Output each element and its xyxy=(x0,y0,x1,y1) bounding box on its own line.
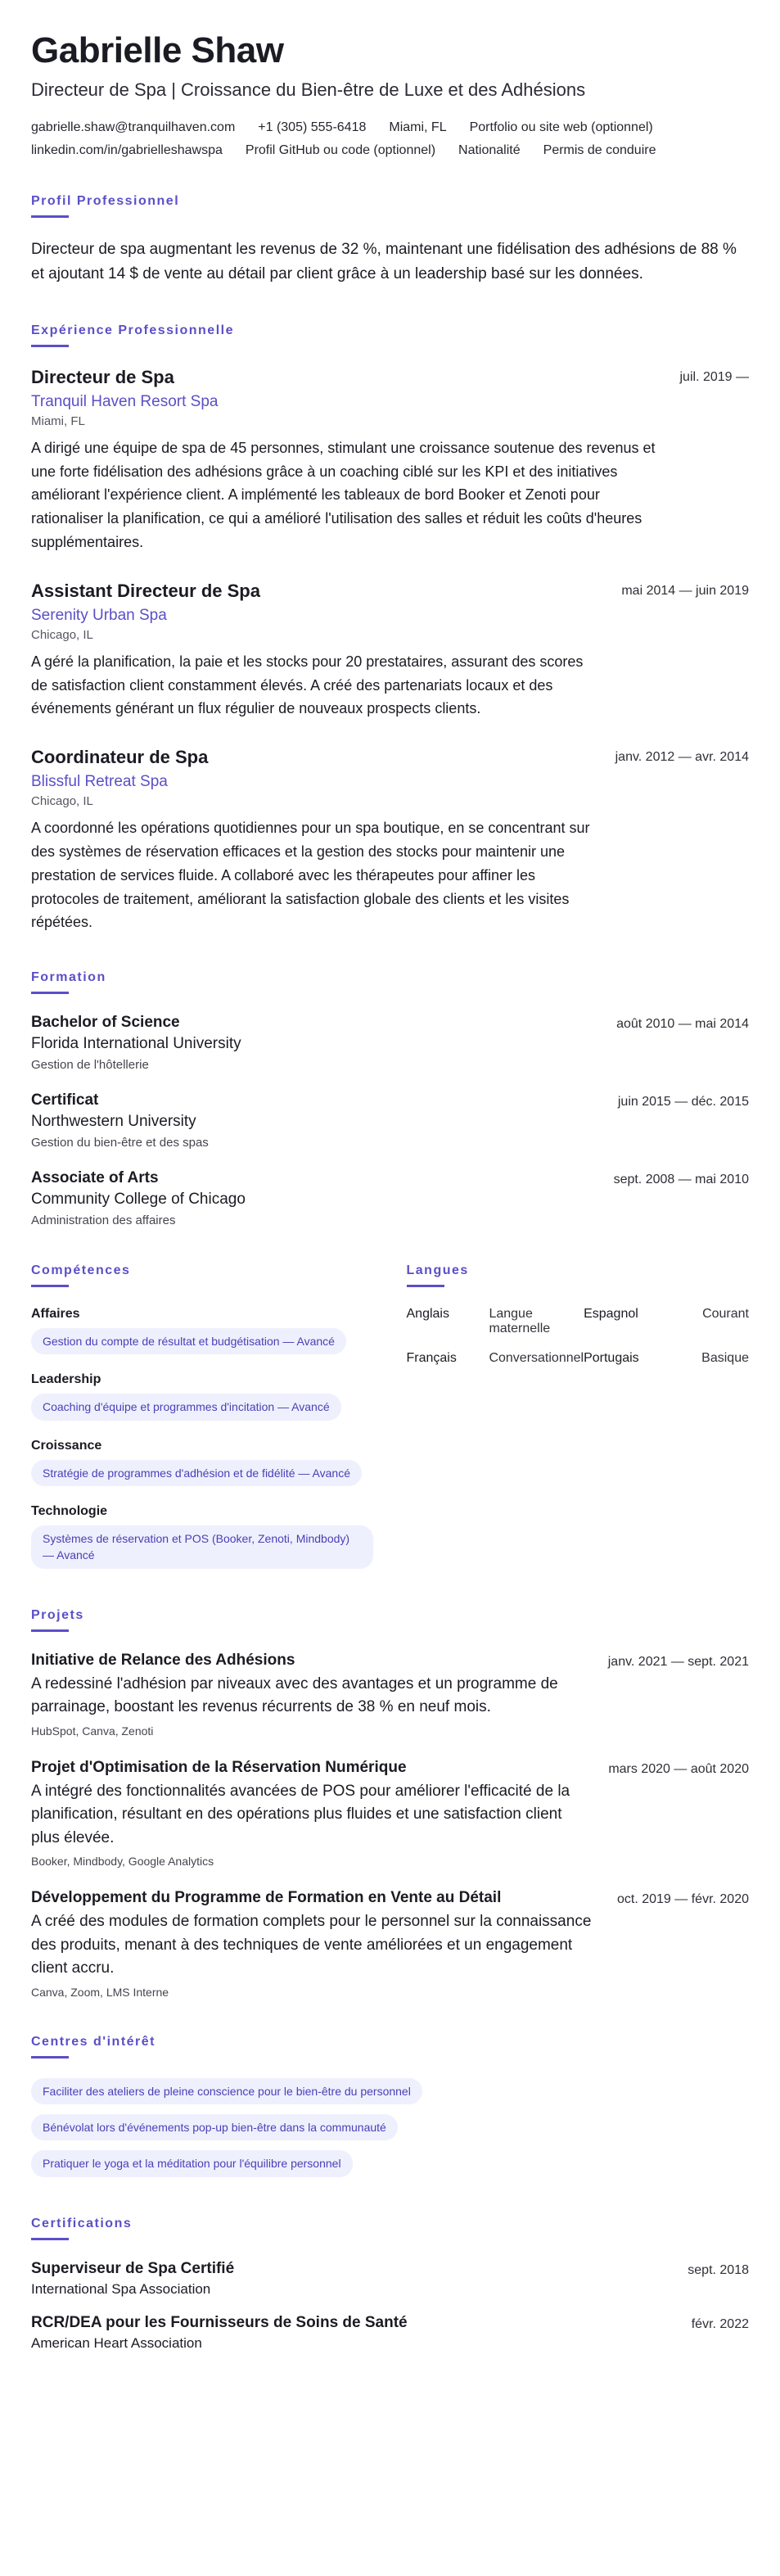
company-name: Blissful Retreat Spa xyxy=(31,773,168,791)
project-item xyxy=(31,1889,749,1999)
project-tools: HubSpot, Canva, Zenoti xyxy=(31,1724,154,1738)
education-dates: sept. 2008 — mai 2010 xyxy=(613,1173,749,1187)
company-name: Serenity Urban Spa xyxy=(31,606,167,624)
education-item xyxy=(31,1169,749,1227)
contact-github[interactable]: Profil GitHub ou code (optionnel) xyxy=(245,142,436,157)
job-location: Miami, FL xyxy=(31,414,85,428)
certifications-section xyxy=(31,2217,749,2352)
field-of-study: Administration des affaires xyxy=(31,1213,176,1228)
contact-phone[interactable]: +1 (305) 555-6418 xyxy=(258,120,367,134)
project-dates: oct. 2019 — févr. 2020 xyxy=(617,1892,749,1907)
language-name: Portugais xyxy=(584,1351,639,1366)
education-item xyxy=(31,1014,749,1072)
experience-item xyxy=(31,747,749,934)
job-description: A dirigé une équipe de spa de 45 personnes, stimulant une croissance soutenue des revenus et une forte fidélisation des adhésions grâce à un coaching ciblé sur les KPI et des initiatives améliorant l'expérience client. A implémenté les tableaux de bord Booker et Zenoti pour rationaliser la planification, ce qui a amélioré l'utilisation des salles et réduit les coûts d'heures supplémentaires. xyxy=(31,439,656,550)
section-divider xyxy=(31,2056,69,2059)
project-item xyxy=(31,1652,749,1738)
language-name: Anglais xyxy=(406,1307,449,1322)
job-location: Chicago, IL xyxy=(31,627,93,642)
section-title: Expérience Professionnelle xyxy=(31,323,234,337)
project-tools: Canva, Zoom, LMS Interne xyxy=(31,1985,169,1999)
contact-linkedin[interactable]: linkedin.com/in/gabrielleshawspa xyxy=(31,142,223,157)
degree-title: Bachelor of Science xyxy=(31,1014,180,1032)
projects-section xyxy=(31,1608,749,1999)
section-divider xyxy=(31,2238,69,2240)
candidate-name: Gabrielle Shaw xyxy=(31,30,284,70)
skill-chip: Systèmes de réservation et POS (Booker, Zenoti, Mindbody) — Avancé xyxy=(31,1525,373,1569)
certification-date: sept. 2018 xyxy=(688,2262,749,2277)
project-title: Développement du Programme de Formation en Vente au Détail xyxy=(31,1889,502,1907)
section-divider xyxy=(407,1285,444,1287)
language-level: Basique xyxy=(701,1351,749,1366)
education-dates: août 2010 — mai 2014 xyxy=(616,1017,749,1032)
language-name: Français xyxy=(406,1351,457,1366)
skills-section xyxy=(31,1263,374,1571)
field-of-study: Gestion du bien-être et des spas xyxy=(31,1136,209,1150)
job-location: Chicago, IL xyxy=(31,794,93,809)
project-title: Initiative de Relance des Adhésions xyxy=(31,1651,295,1669)
skill-chip: Coaching d'équipe et programmes d'incitation — Avancé xyxy=(31,1394,341,1420)
summary-text: Directeur de spa augmentant les revenus de 32 %, maintenant une fidélisation des adhésions de 88 % et ajoutant 14 $ de vente au détail par client grâce à un leadership basé sur les données. xyxy=(31,240,737,283)
section-title: Formation xyxy=(31,970,106,985)
languages-section xyxy=(407,1263,750,1571)
skill-chip: Stratégie de programmes d'adhésion et de fidélité — Avancé xyxy=(31,1460,362,1486)
section-title: Certifications xyxy=(31,2216,133,2230)
candidate-headline: Directeur de Spa | Croissance du Bien-être de Luxe et des Adhésions xyxy=(31,79,586,101)
skill-category: Croissance xyxy=(31,1438,102,1453)
project-description: A redessiné l'adhésion par niveaux avec des avantages et un programme de parrainage, boostant les revenus récurrents de 38 % en neuf mois. xyxy=(31,1674,558,1716)
interest-chip: Faciliter des ateliers de pleine conscience pour le bien-être du personnel xyxy=(31,2078,422,2104)
experience-item xyxy=(31,581,749,721)
job-title: Coordinateur de Spa xyxy=(31,747,209,768)
certification-issuer: American Heart Association xyxy=(31,2334,202,2351)
language-name: Espagnol xyxy=(584,1307,638,1322)
certification-item xyxy=(31,2314,749,2352)
section-divider xyxy=(31,215,69,218)
certification-item xyxy=(31,2260,749,2298)
language-level: Langue maternelle xyxy=(489,1307,551,1336)
section-divider xyxy=(31,345,69,347)
language-level: Courant xyxy=(702,1307,749,1322)
school-name: Northwestern University xyxy=(31,1113,196,1131)
interests-section xyxy=(31,2035,749,2181)
job-dates: mai 2014 — juin 2019 xyxy=(621,583,749,598)
project-tools: Booker, Mindbody, Google Analytics xyxy=(31,1855,214,1869)
contact-email[interactable]: gabrielle.shaw@tranquilhaven.com xyxy=(31,120,236,134)
job-description: A géré la planification, la paie et les stocks pour 20 prestataires, assurant des scores de satisfaction client constamment élevés. A créé des partenariats locaux et des événements générant un flux régulier de nouveaux prospects clients. xyxy=(31,653,584,717)
summary-section xyxy=(31,194,749,287)
job-description: A coordonné les opérations quotidiennes pour un spa boutique, en se concentrant sur des systèmes de réservation efficaces et la gestion des stocks pour maintenir une prestation de services fluide. A collaboré avec les thérapeutes pour affiner les protocoles de traitement, améliorant la satisfaction globale des clients et les visites répétées. xyxy=(31,820,590,931)
contact-portfolio[interactable]: Portfolio ou site web (optionnel) xyxy=(469,120,653,134)
section-title: Langues xyxy=(406,1263,469,1278)
skill-category: Leadership xyxy=(31,1372,101,1387)
project-description: A intégré des fonctionnalités avancées de POS pour améliorer l'efficacité de la planification, résultant en des opérations plus fluides et une satisfaction client plus élevée. xyxy=(31,1782,570,1846)
education-item xyxy=(31,1091,749,1150)
section-divider xyxy=(31,1285,69,1287)
project-dates: mars 2020 — août 2020 xyxy=(608,1761,749,1776)
education-section xyxy=(31,970,749,1227)
job-title: Assistant Directeur de Spa xyxy=(31,580,260,601)
experience-item xyxy=(31,367,749,554)
job-title: Directeur de Spa xyxy=(31,366,174,387)
skills-languages-row xyxy=(31,1263,749,1571)
language-level: Conversationnel xyxy=(489,1351,584,1366)
contact-location: Miami, FL xyxy=(389,120,447,134)
certification-issuer: International Spa Association xyxy=(31,2280,211,2297)
section-divider xyxy=(31,1629,69,1632)
school-name: Florida International University xyxy=(31,1035,241,1053)
interest-chip: Pratiquer le yoga et la méditation pour l'équilibre personnel xyxy=(31,2150,353,2176)
certification-date: févr. 2022 xyxy=(691,2316,749,2331)
section-divider xyxy=(31,992,69,994)
certification-title: Superviseur de Spa Certifié xyxy=(31,2259,235,2277)
section-title: Centres d'intérêt xyxy=(31,2034,156,2049)
contact-list xyxy=(31,120,749,158)
skill-category: Technologie xyxy=(31,1504,108,1519)
experience-section xyxy=(31,323,749,934)
degree-title: Associate of Arts xyxy=(31,1169,159,1187)
languages-grid xyxy=(407,1307,750,1366)
resume-header xyxy=(31,31,749,158)
school-name: Community College of Chicago xyxy=(31,1191,246,1209)
field-of-study: Gestion de l'hôtellerie xyxy=(31,1058,149,1073)
project-dates: janv. 2021 — sept. 2021 xyxy=(607,1654,749,1669)
degree-title: Certificat xyxy=(31,1091,99,1109)
contact-license: Permis de conduire xyxy=(543,142,656,157)
section-title: Projets xyxy=(31,1607,84,1622)
section-title: Profil Professionnel xyxy=(31,193,180,208)
job-dates: juil. 2019 — xyxy=(679,369,749,384)
contact-nationality: Nationalité xyxy=(458,142,521,157)
section-title: Compétences xyxy=(31,1263,131,1278)
job-dates: janv. 2012 — avr. 2014 xyxy=(615,750,749,765)
interest-chip: Bénévolat lors d'événements pop-up bien-être dans la communauté xyxy=(31,2114,398,2140)
interests-list xyxy=(31,2078,749,2181)
skill-chip: Gestion du compte de résultat et budgétisation — Avancé xyxy=(31,1328,346,1354)
education-dates: juin 2015 — déc. 2015 xyxy=(617,1095,749,1109)
company-name: Tranquil Haven Resort Spa xyxy=(31,392,219,410)
certification-title: RCR/DEA pour les Fournisseurs de Soins de Santé xyxy=(31,2313,408,2331)
project-title: Projet d'Optimisation de la Réservation Numérique xyxy=(31,1758,407,1776)
skill-category: Affaires xyxy=(31,1307,80,1322)
project-item xyxy=(31,1759,749,1869)
project-description: A créé des modules de formation complets pour le personnel sur la connaissance des produits, menant à des techniques de vente améliorées et un engagement client accru. xyxy=(31,1913,592,1977)
